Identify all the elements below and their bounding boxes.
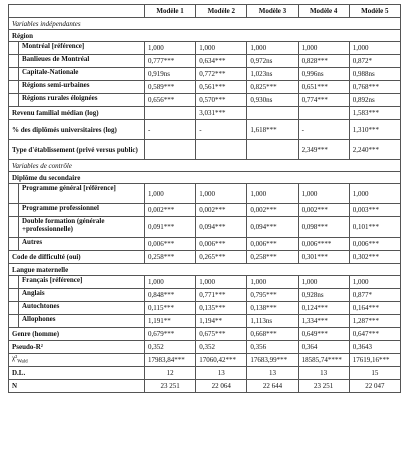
model-5-value: 0,768*** (349, 81, 400, 94)
table-row (9, 302, 401, 315)
group-label: Langue maternelle (9, 264, 401, 276)
model-3-value: 17683,99*** (247, 354, 298, 367)
row-label (9, 94, 145, 107)
model-3-value: 0,795*** (247, 289, 298, 302)
model-3-value: 0,258*** (247, 251, 298, 264)
model-4-value: 0,928ns (298, 289, 349, 302)
model-1-value: 0,919ns (145, 68, 196, 81)
model-4-value: 0,774*** (298, 94, 349, 107)
row-label-text: Autochtones (18, 302, 141, 314)
model-3-value (247, 140, 298, 160)
table-row (9, 107, 401, 120)
model-4-value: 0,828*** (298, 55, 349, 68)
model-3-value: 1,618*** (247, 120, 298, 140)
model-3-value: 1,000 (247, 42, 298, 55)
model-2-value: 0,135*** (196, 302, 247, 315)
model-2-value: 0,265*** (196, 251, 247, 264)
row-label-text: Banlieues de Montréal (18, 55, 141, 67)
model-4-value: 0,002*** (298, 204, 349, 217)
model-3-value: 13 (247, 367, 298, 380)
model-2-value: 0,771*** (196, 289, 247, 302)
table-row (9, 289, 401, 302)
model-5-value: 0,003*** (349, 204, 400, 217)
model-2-value: 0,570*** (196, 94, 247, 107)
model-4-value: 0,098*** (298, 217, 349, 238)
model-1-value: 0,091*** (145, 217, 196, 238)
model-3-value: 1,113ns (247, 315, 298, 328)
model-1-value: 0,258*** (145, 251, 196, 264)
table-row (9, 94, 401, 107)
row-label (9, 217, 145, 238)
model-5-value: 0,3643 (349, 341, 400, 354)
table-row (9, 204, 401, 217)
table-row (9, 276, 401, 289)
row-label: D.L. (9, 367, 145, 380)
table-row (9, 238, 401, 251)
model-4-value: 0,364 (298, 341, 349, 354)
table-body (9, 18, 401, 393)
model-1-value (145, 140, 196, 160)
group-row (9, 172, 401, 184)
model-5-value: 22 047 (349, 380, 400, 393)
row-label (9, 276, 145, 289)
row-label-text: Régions semi-urbaines (18, 81, 141, 93)
row-label: % des diplômés universitaires (log) (9, 120, 145, 140)
model-2-value: 0,352 (196, 341, 247, 354)
model-2-value (196, 140, 247, 160)
regression-table (8, 4, 401, 393)
model-5-value: 0,877* (349, 289, 400, 302)
table-row (9, 251, 401, 264)
group-row (9, 264, 401, 276)
model-5-value: 15 (349, 367, 400, 380)
row-label (9, 184, 145, 204)
model-5-value: 1,000 (349, 42, 400, 55)
row-label (9, 55, 145, 68)
model-2-value: 0,634*** (196, 55, 247, 68)
model-4-value (298, 107, 349, 120)
row-label-text: Allophones (18, 315, 141, 327)
model-5-value: 1,287*** (349, 315, 400, 328)
model-4-value: 1,000 (298, 184, 349, 204)
table-row (9, 315, 401, 328)
group-label: Région (9, 30, 401, 42)
model-3-value: 0,930ns (247, 94, 298, 107)
model-5-value: 17619,16*** (349, 354, 400, 367)
row-label: N (9, 380, 145, 393)
table-row (9, 328, 401, 341)
model-2-value: 1,194** (196, 315, 247, 328)
row-label-text: Autres (18, 238, 141, 250)
table-row (9, 140, 401, 160)
model-5-value: 0,302*** (349, 251, 400, 264)
model-1-value: 1,000 (145, 184, 196, 204)
row-label: Revenu familial médian (log) (9, 107, 145, 120)
table-row (9, 341, 401, 354)
model-3-value: 0,006*** (247, 238, 298, 251)
row-label (9, 68, 145, 81)
model-3-value: 1,023ns (247, 68, 298, 81)
model-1-value: 0,848*** (145, 289, 196, 302)
header-model-2: Modèle 2 (196, 5, 247, 18)
table-row (9, 217, 401, 238)
model-1-value: 1,000 (145, 42, 196, 55)
model-5-value: 1,000 (349, 184, 400, 204)
header-model-1: Modèle 1 (145, 5, 196, 18)
row-label (9, 315, 145, 328)
model-4-value: 1,000 (298, 276, 349, 289)
model-2-value: - (196, 120, 247, 140)
model-5-value: 0,988ns (349, 68, 400, 81)
model-2-value: 0,006*** (196, 238, 247, 251)
model-2-value: 0,772*** (196, 68, 247, 81)
group-label: Diplôme du secondaire (9, 172, 401, 184)
model-2-value: 0,561*** (196, 81, 247, 94)
model-3-value: 0,972ns (247, 55, 298, 68)
model-4-value: 13 (298, 367, 349, 380)
model-5-value: 1,310*** (349, 120, 400, 140)
row-label (9, 289, 145, 302)
model-4-value: 0,649*** (298, 328, 349, 341)
model-2-value: 0,094*** (196, 217, 247, 238)
model-5-value: 1,583*** (349, 107, 400, 120)
model-1-value: 1,191** (145, 315, 196, 328)
model-4-value: 1,000 (298, 42, 349, 55)
row-label-text: Capitale-Nationale (18, 68, 141, 80)
model-2-value: 1,000 (196, 276, 247, 289)
model-4-value: 0,006**** (298, 238, 349, 251)
model-1-value: 17983,84*** (145, 354, 196, 367)
model-3-value: 0,002*** (247, 204, 298, 217)
table-row (9, 184, 401, 204)
model-3-value: 1,000 (247, 276, 298, 289)
section-row (9, 160, 401, 172)
header-model-4: Modèle 4 (298, 5, 349, 18)
row-label-text: Régions rurales éloignées (18, 94, 141, 106)
model-4-value: 1,334*** (298, 315, 349, 328)
model-4-value: 2,349*** (298, 140, 349, 160)
model-2-value: 22 064 (196, 380, 247, 393)
table-row (9, 81, 401, 94)
model-3-value: 22 644 (247, 380, 298, 393)
model-5-value: 0,872* (349, 55, 400, 68)
model-5-value: 0,101*** (349, 217, 400, 238)
model-4-value: 0,651*** (298, 81, 349, 94)
model-1-value: 0,679*** (145, 328, 196, 341)
model-1-value: 0,589*** (145, 81, 196, 94)
model-2-value: 17060,42*** (196, 354, 247, 367)
model-3-value: 1,000 (247, 184, 298, 204)
group-row (9, 30, 401, 42)
row-label (9, 204, 145, 217)
row-label: Pseudo-R² (9, 341, 145, 354)
model-1-value (145, 107, 196, 120)
table-row (9, 42, 401, 55)
model-1-value: 0,006*** (145, 238, 196, 251)
table-row (9, 55, 401, 68)
row-label (9, 81, 145, 94)
model-1-value: 23 251 (145, 380, 196, 393)
model-2-value: 13 (196, 367, 247, 380)
model-4-value: 0,301*** (298, 251, 349, 264)
row-label (9, 42, 145, 55)
model-2-value: 3,031*** (196, 107, 247, 120)
model-4-value: 18585,74**** (298, 354, 349, 367)
section-label: Variables indépendantes (9, 18, 401, 30)
model-1-value: 0,115*** (145, 302, 196, 315)
model-1-value: 0,777*** (145, 55, 196, 68)
model-5-value: 0,892ns (349, 94, 400, 107)
model-1-value: 1,000 (145, 276, 196, 289)
row-label: Genre (homme) (9, 328, 145, 341)
model-1-value: 12 (145, 367, 196, 380)
model-3-value: 0,138*** (247, 302, 298, 315)
row-label (9, 302, 145, 315)
row-label-text: Anglais (18, 289, 141, 301)
model-3-value: 0,356 (247, 341, 298, 354)
row-label: Code de difficulté (oui) (9, 251, 145, 264)
header-row (9, 5, 401, 18)
model-4-value: 0,996ns (298, 68, 349, 81)
row-label-text: Programme général [référence] (18, 184, 141, 203)
table-row (9, 367, 401, 380)
model-4-value: 23 251 (298, 380, 349, 393)
model-5-value: 1,000 (349, 276, 400, 289)
row-label-text: Français [référence] (18, 276, 141, 288)
model-3-value (247, 107, 298, 120)
model-2-value: 1,000 (196, 42, 247, 55)
model-5-value: 2,240*** (349, 140, 400, 160)
model-4-value: 0,124*** (298, 302, 349, 315)
model-5-value: 0,164*** (349, 302, 400, 315)
section-row (9, 18, 401, 30)
model-1-value: - (145, 120, 196, 140)
model-3-value: 0,825*** (247, 81, 298, 94)
table-row (9, 68, 401, 81)
model-5-value: 0,006*** (349, 238, 400, 251)
header-model-3: Modèle 3 (247, 5, 298, 18)
row-label-text: Double formation (générale +professionnelle) (18, 217, 141, 237)
header-model-5: Modèle 5 (349, 5, 400, 18)
model-3-value: 0,668*** (247, 328, 298, 341)
row-label: Type d'établissement (privé versus public) (9, 140, 145, 160)
model-3-value: 0,094*** (247, 217, 298, 238)
model-2-value: 0,002*** (196, 204, 247, 217)
model-1-value: 0,656*** (145, 94, 196, 107)
row-label-text: Montréal [référence] (18, 42, 141, 54)
model-1-value: 0,352 (145, 341, 196, 354)
row-label-text: Programme professionnel (18, 204, 141, 216)
model-2-value: 1,000 (196, 184, 247, 204)
table-row (9, 120, 401, 140)
header-empty (9, 5, 145, 18)
model-1-value: 0,002*** (145, 204, 196, 217)
model-2-value: 0,675*** (196, 328, 247, 341)
row-label: $\chi^2_{Wald}$ (9, 354, 145, 367)
section-label: Variables de contrôle (9, 160, 401, 172)
model-5-value: 0,647*** (349, 328, 400, 341)
model-4-value: - (298, 120, 349, 140)
table-row (9, 380, 401, 393)
row-label (9, 238, 145, 251)
table-row (9, 354, 401, 367)
